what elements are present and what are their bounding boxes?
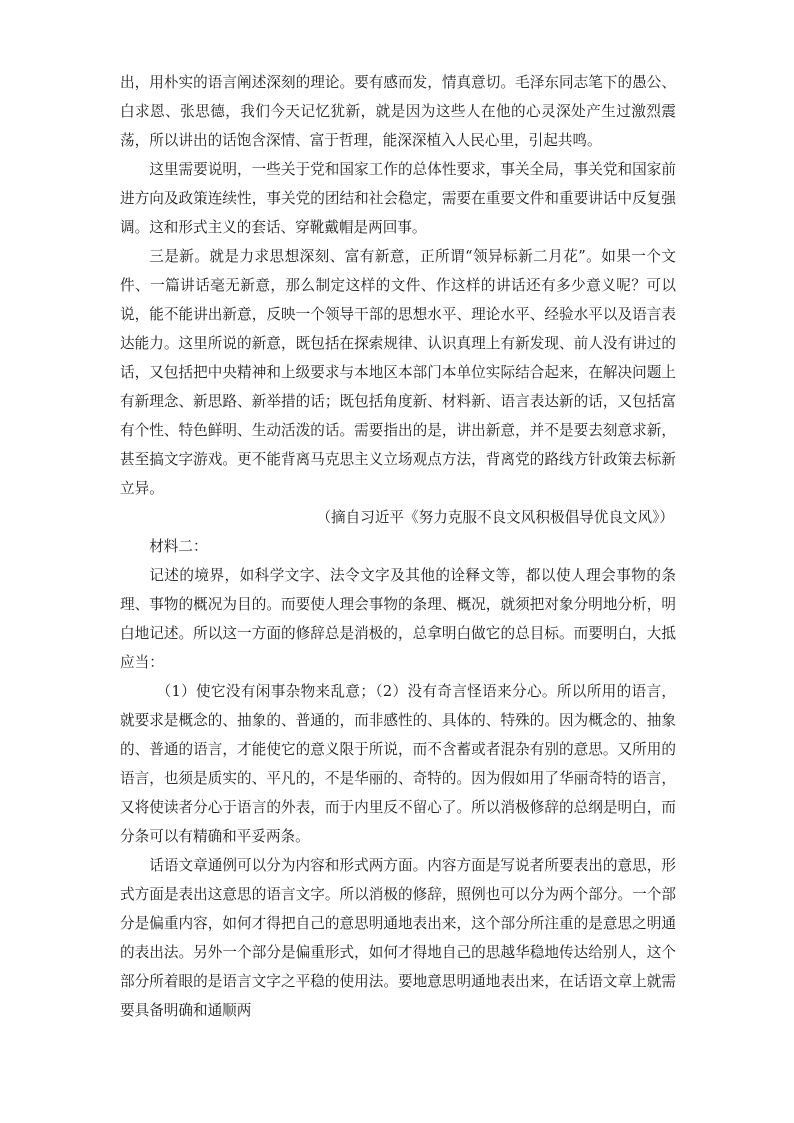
paragraph-content-and-form: 话语文章通例可以分为内容和形式两方面。内容方面是写说者所要表出的意思，形式方面是表出这意思的语言文字。所以消极的修辞，照例也可以分为两个部分。一个部分是偏重内容，如何才得把自己的意思明通地表出来，这个部分所注重的是意思之明通的表出法。另外一个部分是偏重形式，如何才得地自己的思越华稳地传达给别人，这个部分所着眼的是语言文字之平稳的使用法。要地意思明通地表出来，在话语文章上就需要具备明确和通顺两 [120,857,676,1019]
source-attribution: （摘自习近平《努力克服不良文风积极倡导优良文风》） [316,509,674,526]
document-body [120,68,676,1025]
paragraph-narrative-realm: 记述的境界，如科学文字、法令文字及其他的诠释文等，都以使人理会事物的条理、事物的概况为目的。而要使人理会事物的条理、概况，就须把对象分明地分析，明白地记述。所以这一方面的修辞总是消极的，总拿明白做它的总目标。而要明白，大抵应当： [120,567,676,671]
paragraph-continuation: 出，用朴实的语言阐述深刻的理论。要有感而发，情真意切。毛泽东同志笔下的愚公、白求恩、张思德，我们今天记忆犹新，就是因为这些人在他的心灵深处产生过激烈震荡，所以讲出的话饱含深情、富于哲理，能深深植入人民心里，引起共鸣。 [120,74,676,149]
material-two-heading: 材料二： [149,538,208,555]
paragraph-numbered-points: （1）使它没有闲事杂物来乱意；（2）没有奇言怪语来分心。所以所用的语言，就要求是概念的、抽象的、普通的，而非感性的、具体的、特殊的。因为概念的、抽象的、普通的语言，才能使它的意义限于所说，而不含蓄或者混杂有别的意思。又所用的语言，也须是质实的、平凡的，不是华丽的、奇特的。因为假如用了华丽奇特的语言，又将使读者分心于语言的外表，而于内里反不留心了。所以消极修辞的总纲是明白，而分条可以有精确和平妥两条。 [120,683,676,845]
paragraph-clarification: 这里需要说明，一些关于党和国家工作的总体性要求，事关全局，事关党和国家前进方向及政策连续性，事关党的团结和社会稳定，需要在重要文件和重要讲话中反复强调。这和形式主义的套话、穿靴戴帽是两回事。 [120,161,676,236]
paragraph-third-point-new: 三是新。就是力求思想深刻、富有新意，正所谓“领异标新二月花”。如果一个文件、一篇讲话毫无新意，那么制定这样的文件、作这样的讲话还有多少意义呢？可以说，能不能讲出新意，反映一个领导干部的思想水平、理论水平、经验水平以及语言表达能力。这里所说的新意，既包括在探索规律、认识真理上有新发现、前人没有讲过的话，又包括把中央精神和上级要求与本地区本部门本单位实际结合起来，在解决问题上有新理念、新思路、新举措的话；既包括角度新、材料新、语言表达新的话，又包括富有个性、特色鲜明、生动活泼的话。需要指出的是，讲出新意，并不是要去刻意求新，甚至搞文字游戏。更不能背离马克思主义立场观点方法，背离党的路线方针政策去标新立异。 [120,248,676,497]
